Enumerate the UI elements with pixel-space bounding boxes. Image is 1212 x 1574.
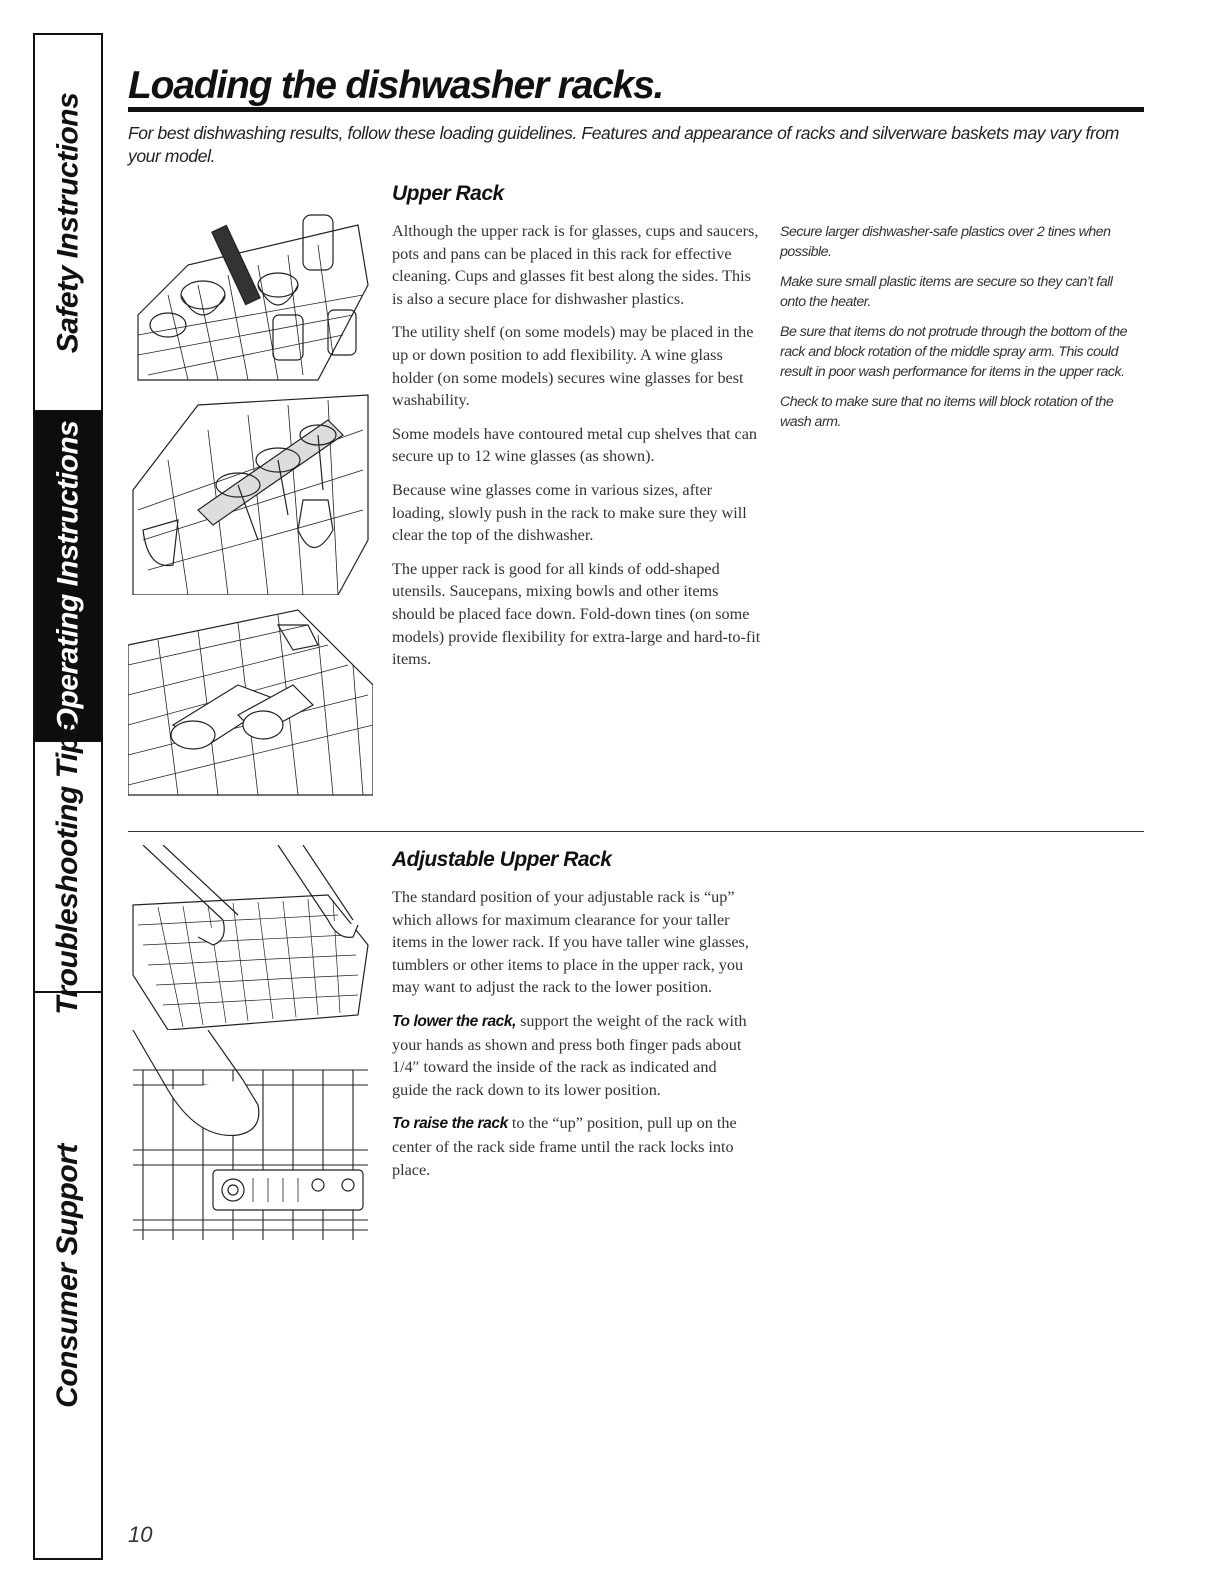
section-tabs [33, 33, 103, 1560]
tab-troubleshooting-tips[interactable] [35, 718, 101, 1015]
upper-rack-heading: Upper Rack [392, 182, 504, 205]
lower-instructions [392, 1010, 752, 1101]
lower-lead: To lower the rack, [392, 1012, 517, 1030]
paragraph: Because wine glasses come in various sizes, after loading, slowly push in the rack to make sure they will clear the top of the dishwasher. [392, 480, 747, 545]
raise-text: to the “up” position, pull up on the center of the rack side frame until the rack locks into place. [392, 1114, 737, 1179]
upper-rack-notes [780, 222, 1140, 442]
tab-safety-instructions[interactable] [35, 35, 101, 412]
paragraph: The standard position of your adjustable rack is “up” which allows for maximum clearance for your taller items in the lower rack. If you have taller wine glasses, tumblers or other items to place in the upper rack, you may want to adjust the rack to the lower position. [392, 888, 749, 997]
raise-instructions [392, 1112, 752, 1181]
upper-rack-text [392, 220, 762, 682]
tab-label: Operating Instructions [51, 420, 85, 732]
page-title: Loading the dishwasher racks. [128, 64, 664, 107]
intro-text: For best dishwashing results, follow these loading guidelines. Features and appearance of racks and silverware baskets may vary from your model. [128, 123, 1119, 166]
hands-lifting-rack-illustration [128, 845, 373, 1030]
note: Be sure that items do not protrude through the bottom of the rack and block rotation of the middle spray arm. This could result in poor wash performance for items in the upper rack. [780, 324, 1127, 380]
tab-consumer-support[interactable] [35, 993, 101, 1558]
finger-pad-closeup-illustration [128, 1030, 373, 1240]
paragraph: The utility shelf (on some models) may be placed in the up or down position to add flexibility. A wine glass holder (on some models) secures wine glasses for best washability. [392, 323, 754, 410]
note: Check to make sure that no items will block rotation of the wash arm. [780, 394, 1114, 430]
note: Secure larger dishwasher-safe plastics over 2 tines when possible. [780, 224, 1111, 260]
paragraph: Although the upper rack is for glasses, cups and saucers, pots and pans can be placed in this rack for effective cleaning. Cups and glasses fit best along the sides. This is also a secure place for dishwasher plastics. [392, 222, 759, 308]
section-divider [128, 831, 1144, 832]
upper-rack-cups-illustration [128, 185, 373, 385]
adjustable-rack-text [392, 886, 752, 1192]
raise-lead: To raise the rack [392, 1115, 508, 1133]
tab-operating-instructions[interactable] [35, 412, 101, 742]
note: Make sure small plastic items are secure so they can’t fall onto the heater. [780, 274, 1113, 310]
paragraph: The upper rack is good for all kinds of odd-shaped utensils. Saucepans, mixing bowls and other items should be placed face down. Fold-down tines (on some models) provide flexibility for extra-large and hard-to-fit items. [392, 559, 761, 669]
tab-label: Consumer Support [51, 1143, 85, 1408]
wine-glass-holder-illustration [128, 390, 373, 595]
paragraph: Some models have contoured metal cup shelves that can secure up to 12 wine glasses (as shown). [392, 424, 758, 466]
page-number: 10 [128, 1522, 153, 1547]
tab-label: Safety Instructions [51, 92, 84, 353]
tab-label: Troubleshooting Tips [51, 718, 84, 1015]
adjustable-rack-heading: Adjustable Upper Rack [392, 848, 612, 871]
lower-text: support the weight of the rack with your hands as shown and press both finger pads about 1/4″ toward the inside of the rack as indicated and guide the rack down to its lower position. [392, 1011, 747, 1099]
fold-down-tines-illustration [128, 605, 373, 800]
title-rule [128, 107, 1144, 112]
